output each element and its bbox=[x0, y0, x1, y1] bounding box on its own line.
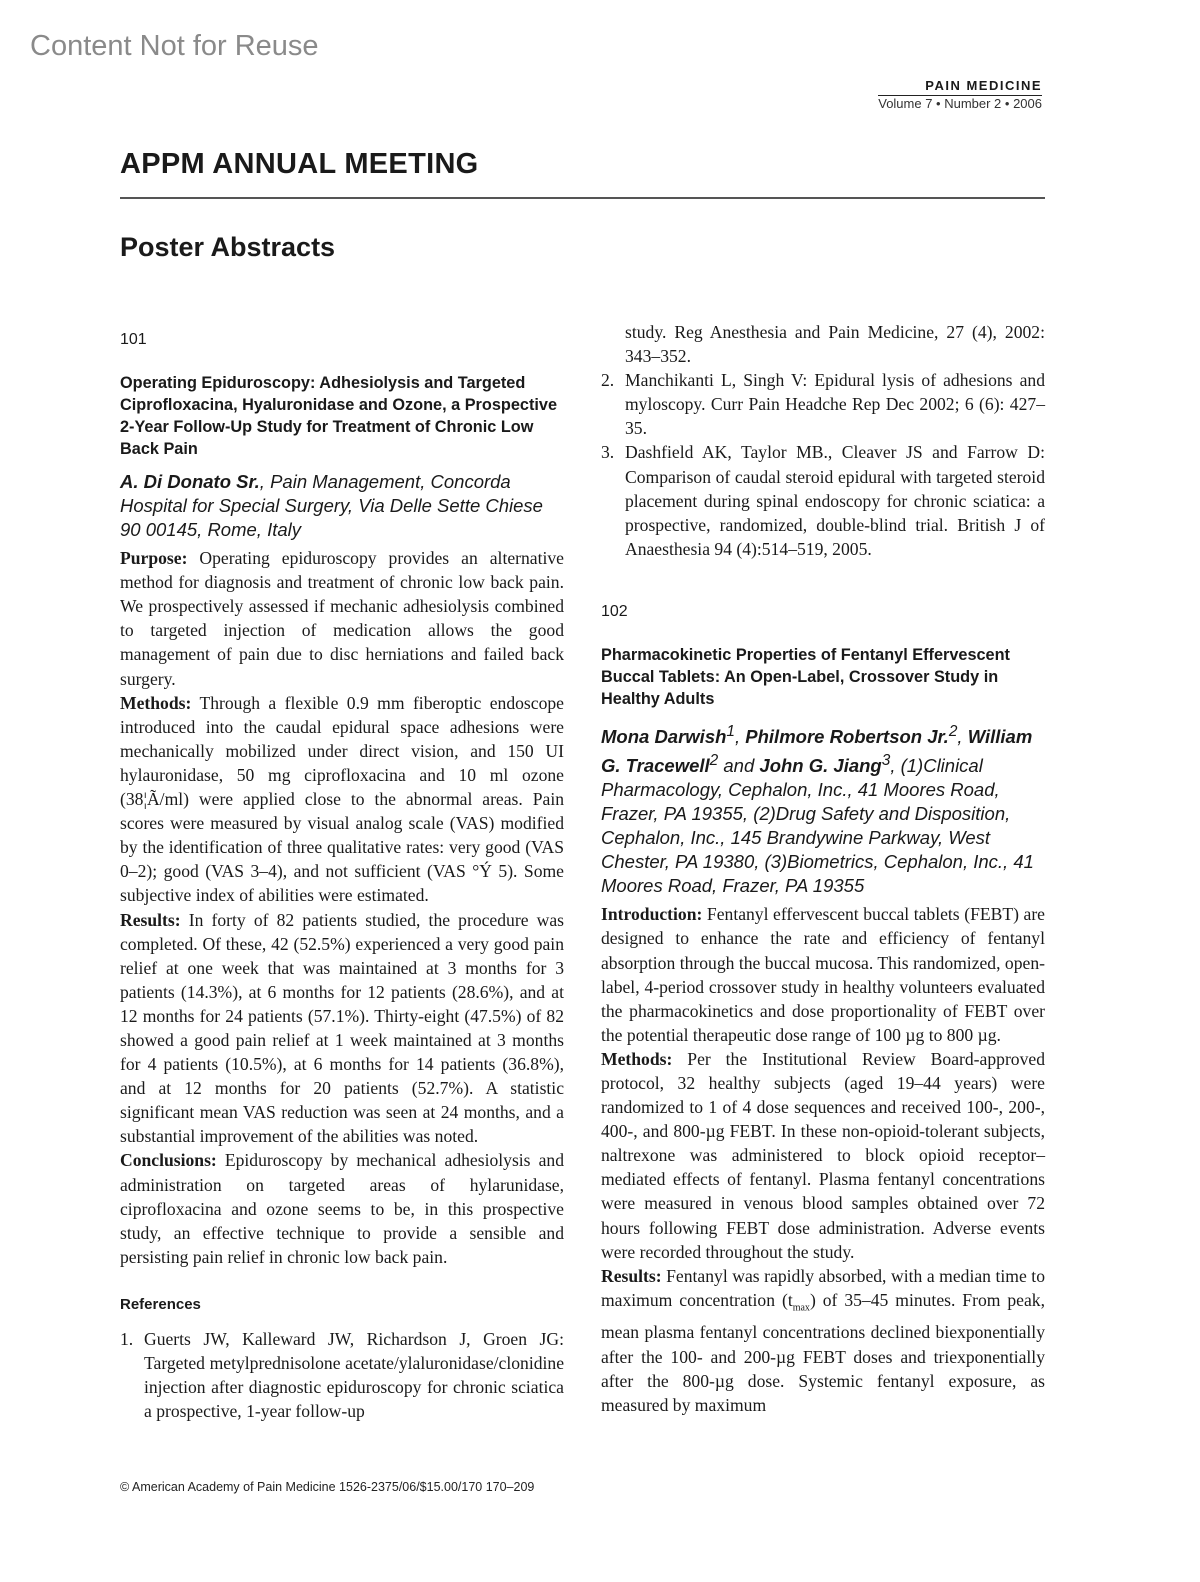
author-affiliation: (1)Clinical Pharmacology, Cephalon, Inc., 41 Moores Road, Frazer, PA 19355, (2)Drug Safety and Disposition, Cephalon, Inc., 145 Brandywine Parkway, West Chester, PA 19380, (3)Biometrics, Cephalon, Inc., 41 Moores Road, Frazer, PA 19355 bbox=[601, 755, 1034, 897]
reference-item bbox=[601, 368, 1045, 440]
methods-paragraph bbox=[120, 691, 564, 908]
author-conjunction: and bbox=[718, 755, 760, 777]
reference-number: 3. bbox=[601, 442, 615, 463]
author-name: William G. Tracewell bbox=[601, 726, 1033, 777]
results-text: Fentanyl was rapidly absorbed, with a median time to maximum concentration (t bbox=[601, 1265, 1045, 1310]
journal-volume: Volume 7 • Number 2 • 2006 bbox=[878, 96, 1042, 111]
conclusions-paragraph bbox=[120, 1148, 564, 1268]
methods-text: Through a flexible 0.9 mm fiberoptic endoscope introduced into the caudal epidural space adhesions were mechanically mobilized under direct vision, and 150 UI hylauronidase, 50 mg ciprofloxacina and 10 ml ozone (38¦Ã/ml) were applied close to the abnormal areas. Pain scores were measured by visual analog scale (VAS) modified by the identification of three qualitative rates: very good (VAS 0–2); good (VAS 3–4), and not sufficient (VAS °Ý 5). Some subjective index of abilities were estimated. bbox=[120, 692, 564, 906]
author-name: Philmore Robertson Jr. bbox=[745, 726, 949, 748]
abstract-number: 102 bbox=[601, 602, 628, 620]
abstract-title: Operating Epiduroscopy: Adhesiolysis and Targeted Ciprofloxacina, Hyaluronidase and Ozone, a Prospective 2-Year Follow-Up Study for Treatment of Chronic Low Back Pain bbox=[120, 374, 558, 459]
conclusions-label: Conclusions: bbox=[120, 1150, 217, 1171]
references-heading: References bbox=[120, 1295, 201, 1313]
journal-name: PAIN MEDICINE bbox=[878, 78, 1042, 96]
references-list-continued bbox=[601, 368, 1045, 561]
methods-label: Methods: bbox=[120, 692, 192, 713]
author-name: A. Di Donato Sr. bbox=[120, 471, 260, 493]
author-superscript: 3 bbox=[881, 752, 891, 770]
reference-text: Dashfield AK, Taylor MB., Cleaver JS and Farrow D: Comparison of caudal steroid epidural with targeted steroid placement during spinal endoscopy for chronic sciatica: a prospective, randomized, double-blind trial. British J of Anaesthesia 94 (4):514–519, 2005. bbox=[625, 442, 1045, 559]
abstract-number: 101 bbox=[120, 331, 147, 348]
references-list bbox=[120, 1327, 564, 1423]
purpose-label: Purpose: bbox=[120, 548, 188, 569]
reference-text: Manchikanti L, Singh V: Epidural lysis of adhesions and myloscopy. Curr Pain Headche Rep Dec 2002; 6 (6): 427–35. bbox=[625, 370, 1045, 439]
introduction-label: Introduction: bbox=[601, 904, 703, 925]
introduction-text: Fentanyl effervescent buccal tablets (FEBT) are designed to enhance the rate and efficiency of fentanyl absorption through the buccal mucosa. This randomized, open-label, 4-period crossover study in healthy volunteers evaluated the pharmacokinetics and dose proportionality of FEBT over the potential therapeutic dose range of 100 µg to 800 µg. bbox=[601, 904, 1045, 1045]
reference-text: Guerts JW, Kalleward JW, Richardson J, Groen JG: Targeted metylprednisolone acetate/ylaluronidase/clonidine injection after diagnostic epiduroscopy for chronic sciatica a prospective, 1-year follow-up bbox=[144, 1329, 564, 1422]
conclusions-text: Epiduroscopy by mechanical adhesiolysis and administration on targeted areas of hylarunidase, ciprofloxacina and ozone seems to be, in this prospective study, an effective technique to provide a sensible and persisting pain relief in chronic low back pain. bbox=[120, 1150, 564, 1267]
reference-number: 2. bbox=[601, 370, 615, 391]
abstract-authors: Mona Darwish$^1$, Philmore Robertson Jr.$^2$, William G. Tracewell$^2$ and John G. Jiang$^3$, (1)Clinical Pharmacology, Cephalon, Inc., 41 Moores Road, Frazer, PA 19355, (2)Drug Safety and Disposition, Cephalon, Inc., 145 Brandywine Parkway, West Chester, PA 19380, (3)Biometrics, Cephalon, Inc., 41 Moores Road, Frazer, PA 19355 bbox=[601, 723, 1034, 897]
left-column bbox=[120, 322, 564, 1423]
page-footer: © American Academy of Pain Medicine 1526-2375/06/$15.00/170 170–209 bbox=[120, 1480, 535, 1494]
results-label: Results: bbox=[601, 1265, 662, 1286]
results-text-continued: ) of 35–45 minutes. From peak, mean plasma fentanyl concentrations declined biexponentially after the 100- and 200-µg FEBT doses and triexponentially after the 800-µg dose. Systemic fentanyl exposure, as measured by maximum bbox=[601, 1289, 1045, 1415]
reference-item bbox=[601, 440, 1045, 560]
watermark: Content Not for Reuse bbox=[30, 30, 319, 62]
author-name: Mona Darwish bbox=[601, 726, 727, 748]
results-paragraph bbox=[601, 1264, 1045, 1417]
methods-label: Methods: bbox=[601, 1048, 673, 1069]
abstract-authors bbox=[120, 470, 564, 542]
author-superscript: 1 bbox=[726, 723, 735, 741]
abstract-title: Pharmacokinetic Properties of Fentanyl Effervescent Buccal Tablets: An Open-Label, Crossover Study in Healthy Adults bbox=[601, 646, 1010, 709]
reference-continuation: study. Reg Anesthesia and Pain Medicine, 27 (4), 2002: 343–352. bbox=[625, 322, 1045, 367]
page-subtitle: Poster Abstracts bbox=[120, 232, 336, 262]
author-affiliation: , Pain Management, Concorda Hospital for Special Surgery, Via Delle Sette Chiese 90 00145, Rome, Italy bbox=[120, 471, 543, 541]
right-column bbox=[601, 322, 1045, 1417]
purpose-paragraph bbox=[120, 546, 564, 691]
section-title: APPM ANNUAL MEETING bbox=[120, 148, 479, 180]
journal-header bbox=[878, 78, 1042, 112]
reference-item bbox=[120, 1327, 564, 1423]
methods-text: Per the Institutional Review Board-approved protocol, 32 healthy subjects (aged 19–44 years) were randomized to 1 of 4 dose sequences and received 100-, 200-, 400-, and 800-µg FEBT. In these non-opioid-tolerant subjects, naltrexone was administered to block opioid receptor–mediated effects of fentanyl. Plasma fentanyl concentrations were measured in venous blood samples obtained over 72 hours following FEBT dose administration. Adverse events were recorded throughout the study. bbox=[601, 1048, 1045, 1262]
results-text: In forty of 82 patients studied, the procedure was completed. Of these, 42 (52.5%) experienced a very good pain relief at one week that was maintained at 3 months for 3 patients (14.3%), at 6 months for 12 patients (28.6%), and at 12 months for 24 patients (57.1%). Thirty-eight (47.5%) of 82 showed a good pain relief at 1 week maintained at 3 months for 4 patients (10.5%), at 6 months for 14 patients (36.8%), and at 12 months for 20 patients (52.7%). A statistic significant mean VAS reduction was seen at 24 months, and a substantial improvement of the abilities was noted. bbox=[120, 909, 564, 1147]
author-superscript: 2 bbox=[709, 752, 719, 770]
methods-paragraph bbox=[601, 1047, 1045, 1264]
section-divider bbox=[120, 197, 1045, 199]
results-paragraph bbox=[120, 908, 564, 1149]
introduction-paragraph bbox=[601, 902, 1045, 1047]
reference-number: 1. bbox=[120, 1329, 134, 1349]
results-label: Results: bbox=[120, 909, 181, 930]
author-superscript: 2 bbox=[948, 723, 958, 741]
tmax-subscript: max bbox=[792, 1302, 810, 1314]
purpose-text: Operating epiduroscopy provides an alternative method for diagnosis and treatment of chronic low back pain. We prospectively assessed if mechanic adhesiolysis combined to targeted injection of medication allows the good management of pain due to disc herniations and failed back surgery. bbox=[120, 548, 564, 689]
author-name: John G. Jiang bbox=[759, 755, 882, 777]
